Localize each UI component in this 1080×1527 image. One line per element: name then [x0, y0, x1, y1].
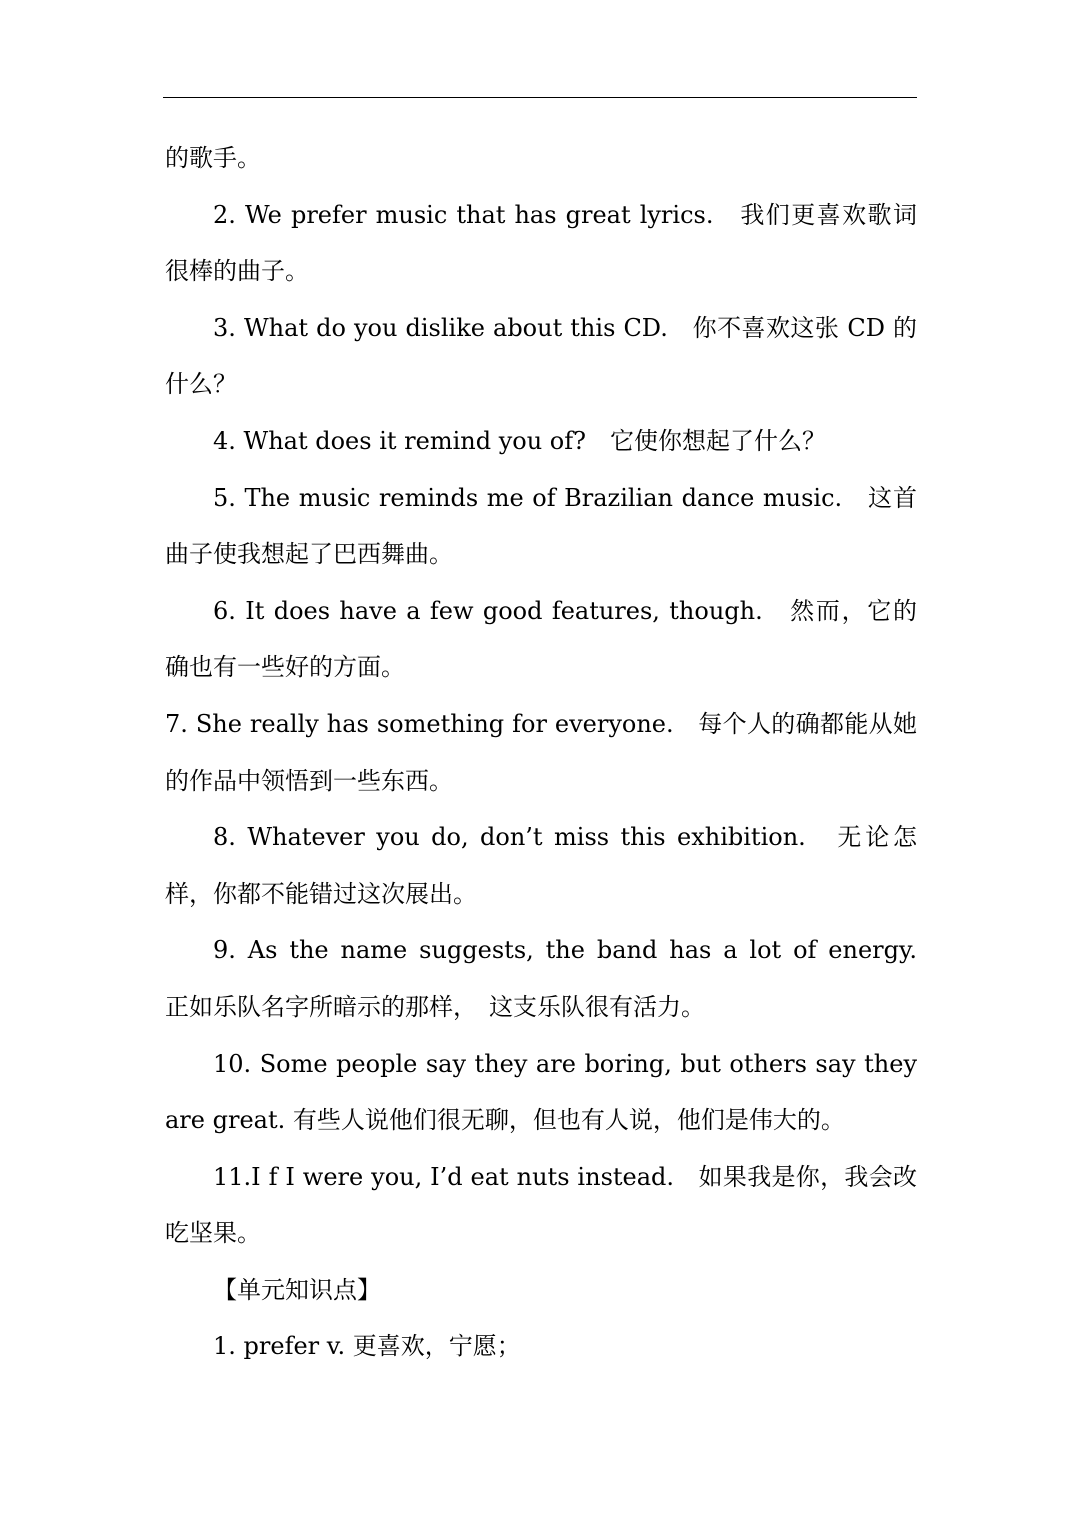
sentence-3: 3. What do you dislike about this CD. 你不喜欢这张 CD 的什么？ [165, 313, 917, 399]
sentence-2: 2. We prefer music that has great lyrics. 我们更喜欢歌词很棒的曲子。 [165, 200, 917, 286]
sentence-5: 5. The music reminds me of Brazilian dance music. 这首曲子使我想起了巴西舞曲。 [165, 483, 917, 569]
sentence-6: 6. It does have a few good features, though. 然而，它的确也有一些好的方面。 [165, 596, 917, 682]
sentence-11: 11.I f I were you, I’d eat nuts instead. 如果我是你，我会改吃坚果。 [165, 1162, 917, 1248]
sentence-8: 8. Whatever you do, don’t miss this exhibition. 无论怎样，你都不能错过这次展出。 [165, 823, 917, 908]
sentence-7: 7. She really has something for everyone. 每个人的确都能从她的作品中领悟到一些东西。 [165, 709, 917, 795]
knowledge-point-1: 1. prefer v. 更喜欢，宁愿； [213, 1332, 521, 1361]
paragraph-continuation: 的歌手。 [165, 144, 261, 172]
sentence-9: 9. As the name suggests, the band has a lot of energy. 正如乐队名字所暗示的那样， 这支乐队很有活力。 [165, 936, 941, 1021]
sentence-10: 10. Some people say they are boring, but others say they are great. 有些人说他们很无聊，但也有人说，他们是伟大的。 [165, 1049, 917, 1135]
section-heading: 【单元知识点】 [213, 1275, 381, 1304]
sentence-4: 4. What does it remind you of? 它使你想起了什么？ [213, 426, 826, 455]
header-rule [163, 97, 917, 98]
document-body [165, 130, 941, 1375]
